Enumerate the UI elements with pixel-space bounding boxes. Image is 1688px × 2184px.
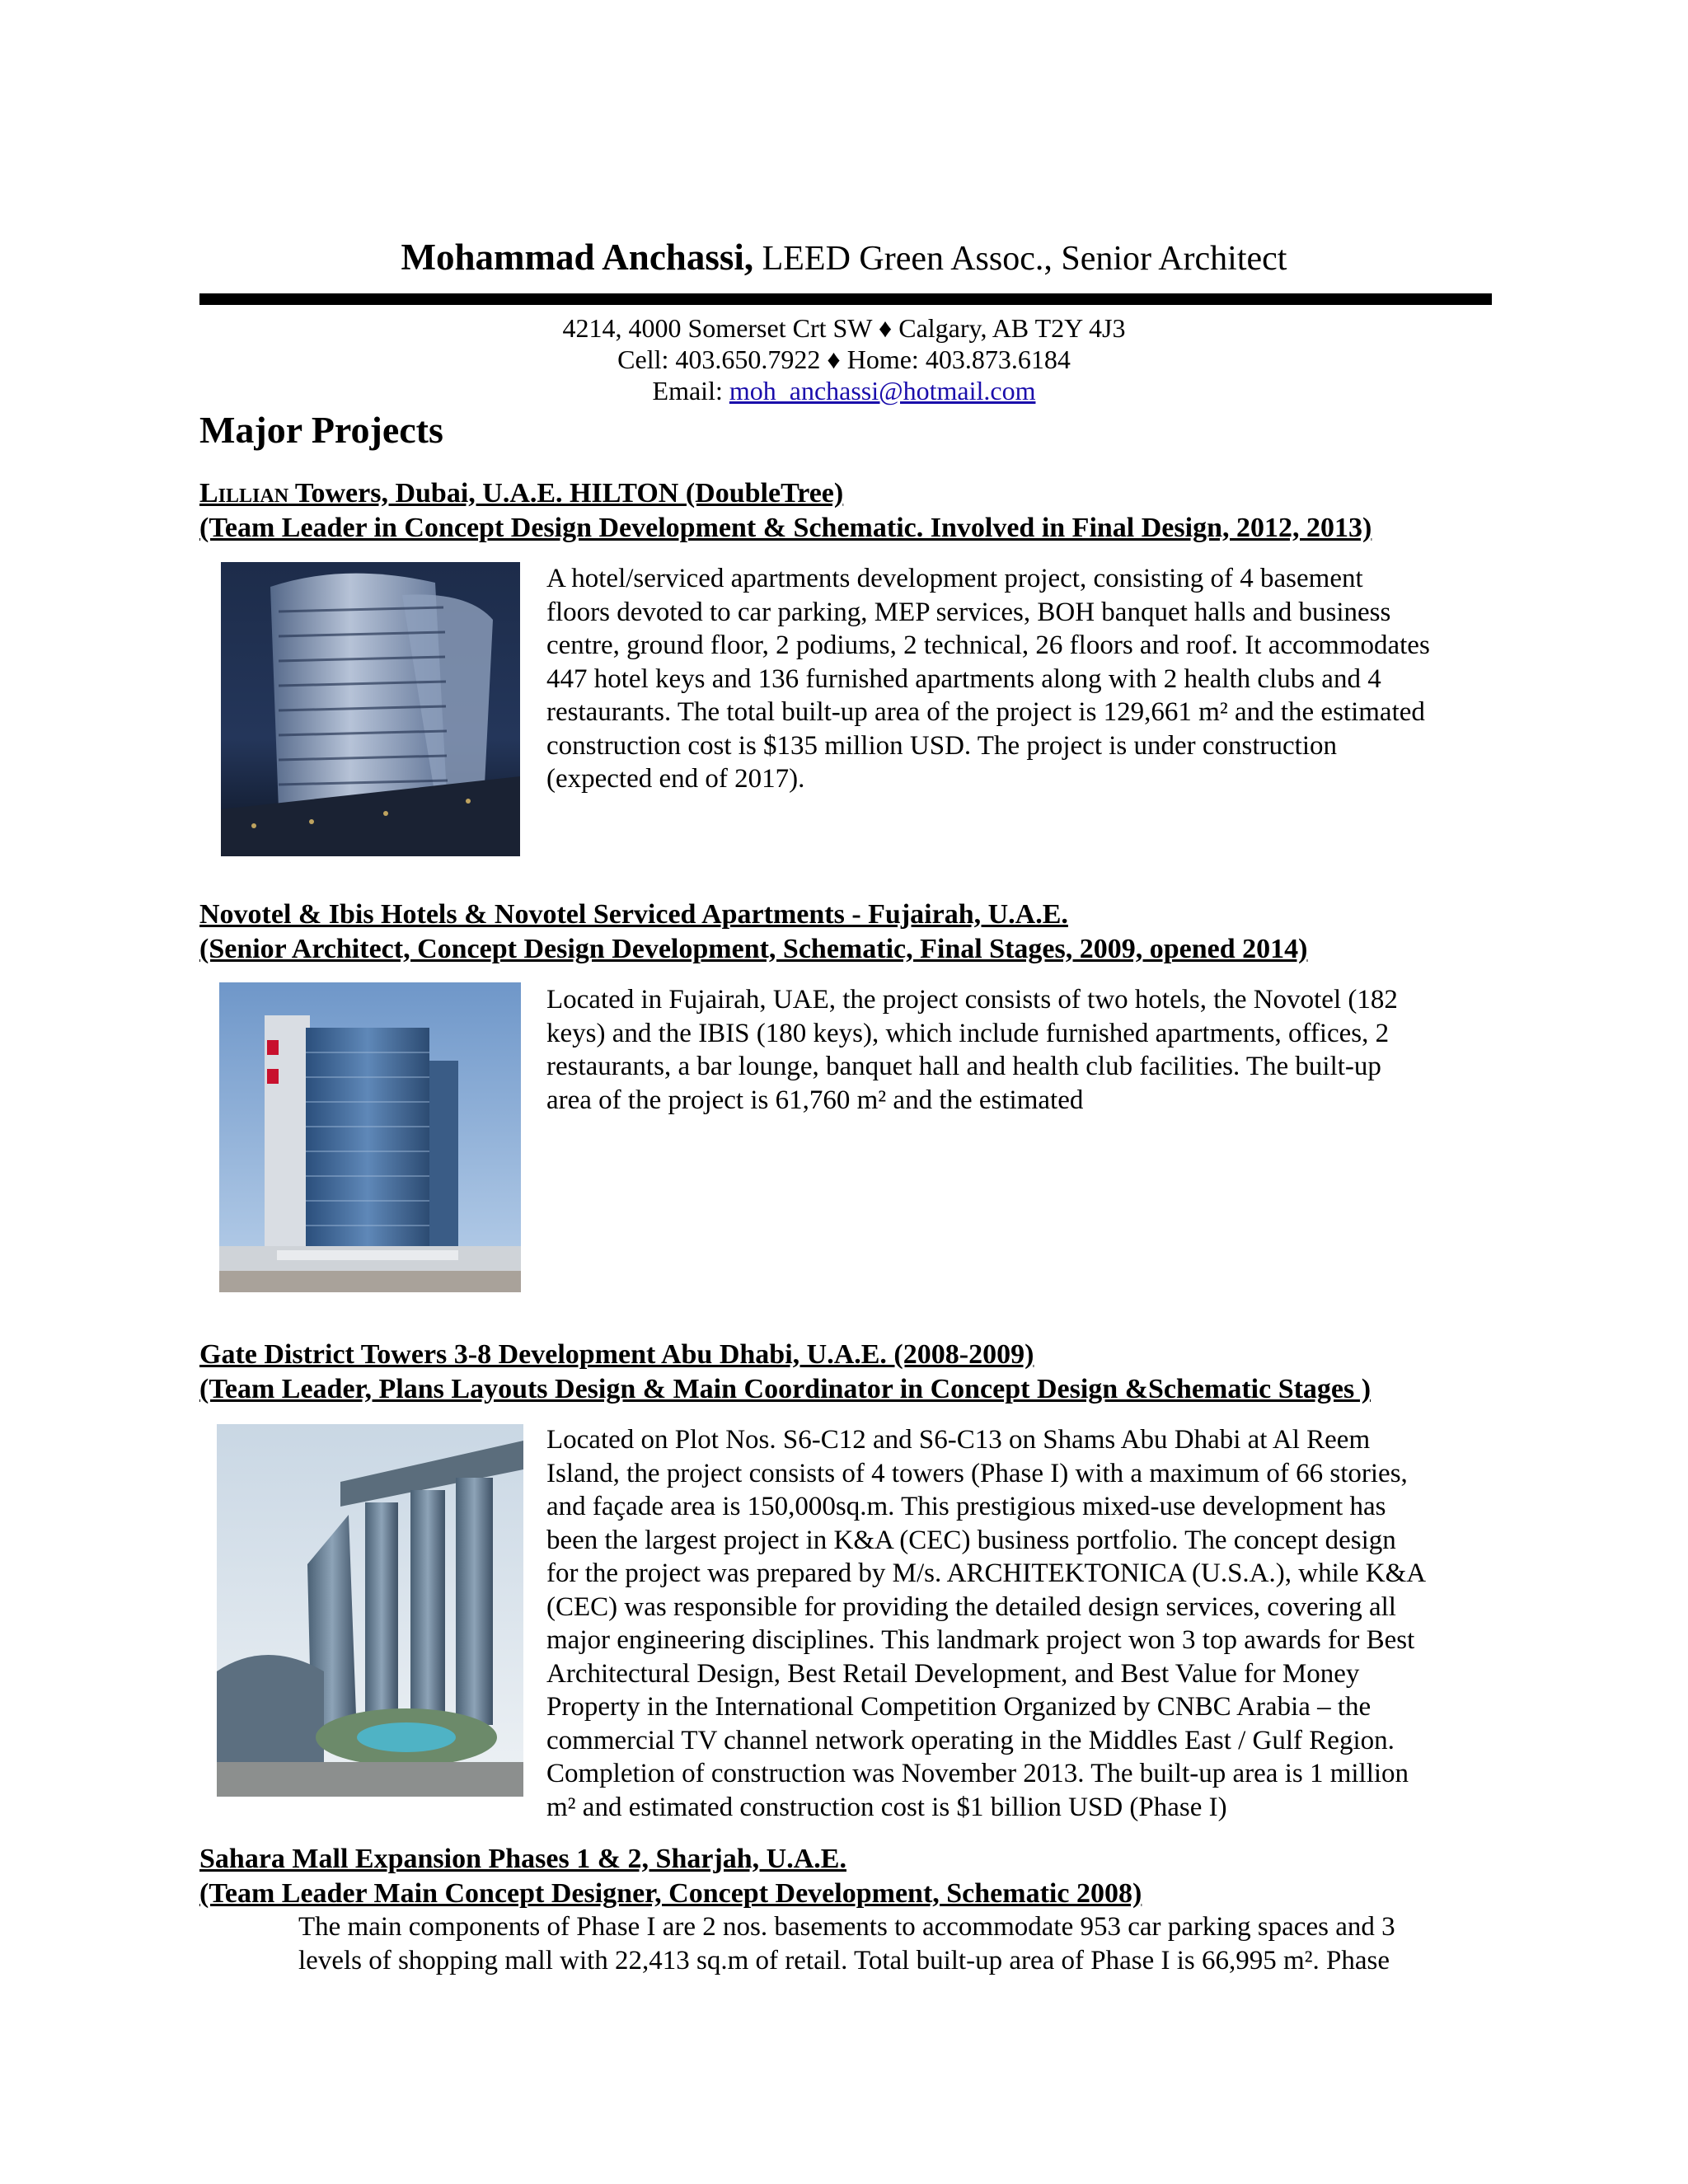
description-line: A hotel/serviced apartments development project, consisting of 4 basement: [546, 564, 1363, 593]
email-link[interactable]: moh_anchassi@hotmail.com: [729, 376, 1036, 405]
description-line: Property in the International Competition Organized by CNBC Arabia – the: [546, 1692, 1372, 1722]
description-line: and façade area is 150,000sq.m. This prestigious mixed-use development has: [546, 1492, 1386, 1521]
description-line: for the project was prepared by M/s. ARCHITEKTONICA (U.S.A.), while K&A: [546, 1558, 1427, 1588]
project-description-lillian: [546, 562, 1430, 796]
email-label: Email:: [652, 376, 723, 405]
project-role-lillian: (Team Leader in Concept Design Development & Schematic. Involved in Final Design, 2012, 2013): [199, 513, 1372, 543]
description-line: Island, the project consists of 4 towers (Phase I) with a maximum of 66 stories,: [546, 1458, 1408, 1488]
project-title-smallcaps: Lillian: [199, 478, 289, 509]
project-title-novotel: Novotel & Ibis Hotels & Novotel Serviced Apartments - Fujairah, U.A.E.: [199, 899, 1068, 930]
project-role-novotel: (Senior Architect, Concept Design Development, Schematic, Final Stages, 2009, opened 2014): [199, 934, 1308, 964]
section-title: Major Projects: [199, 409, 443, 451]
description-line: (expected end of 2017).: [546, 764, 805, 794]
header-divider: [199, 293, 1492, 305]
resume-name-line: [0, 232, 1688, 284]
project-title-rest: Towers, Dubai, U.A.E. HILTON (DoubleTree): [288, 478, 844, 509]
description-line: Located on Plot Nos. S6-C12 and S6-C13 on Shams Abu Dhabi at Al Reem: [546, 1425, 1371, 1455]
project-title-lillian: [199, 476, 843, 511]
description-line: 447 hotel keys and 136 furnished apartments along with 2 health clubs and 4: [546, 663, 1381, 694]
project-role-sahara-mall: (Team Leader Main Concept Designer, Concept Development, Schematic 2008): [199, 1878, 1142, 1909]
description-line: area of the project is 61,760 m² and the estimated: [546, 1085, 1084, 1115]
novotel-ibis-photo: [219, 982, 521, 1292]
description-line: commercial TV channel network operating in the Middles East / Gulf Region.: [546, 1725, 1395, 1755]
gate-district-photo: [217, 1424, 523, 1797]
description-line: levels of shopping mall with 22,413 sq.m of retail. Total built-up area of Phase I is 66,995 m². Phase: [298, 1945, 1390, 1975]
description-line: centre, ground floor, 2 podiums, 2 technical, 26 floors and roof. It accommodates: [546, 630, 1430, 660]
phone-line: Cell: 403.650.7922 ♦ Home: 403.873.6184: [617, 344, 1071, 374]
project-title-sahara-mall: Sahara Mall Expansion Phases 1 & 2, Sharjah, U.A.E.: [199, 1844, 846, 1874]
description-line: The main components of Phase I are 2 nos. basements to accommodate 953 car parking spaces and 3: [298, 1912, 1395, 1942]
description-line: keys) and the IBIS (180 keys), which include furnished apartments, offices, 2: [546, 1018, 1390, 1048]
description-line: Completion of construction was November 2013. The built-up area is 1 million: [546, 1759, 1409, 1788]
description-line: floors devoted to car parking, MEP services, BOH banquet halls and business: [546, 597, 1391, 627]
person-credentials: LEED Green Assoc., Senior Architect: [762, 240, 1287, 278]
project-description-sahara-mall: [298, 1910, 1395, 1977]
description-line: been the largest project in K&A (CEC) business portfolio. The concept design: [546, 1525, 1396, 1555]
lillian-towers-photo: [221, 562, 520, 856]
description-line: m² and estimated construction cost is $1 billion USD (Phase I): [546, 1792, 1227, 1822]
project-title-gate-district: Gate District Towers 3-8 Development Abu Dhabi, U.A.E. (2008-2009): [199, 1339, 1034, 1370]
description-line: restaurants, a bar lounge, banquet hall and health club facilities. The built-up: [546, 1052, 1381, 1081]
description-line: restaurants. The total built-up area of the project is 129,661 m² and the estimated: [546, 697, 1425, 727]
email-line: [0, 375, 1688, 406]
project-description-novotel: [546, 983, 1398, 1117]
project-description-gate-district: [546, 1423, 1426, 1824]
description-line: Located in Fujairah, UAE, the project consists of two hotels, the Novotel (182: [546, 985, 1398, 1015]
description-line: construction cost is $135 million USD. The project is under construction: [546, 730, 1338, 761]
project-role-gate-district: (Team Leader, Plans Layouts Design & Main Coordinator in Concept Design &Schematic Stages ): [199, 1374, 1372, 1404]
person-name: Mohammad Anchassi,: [401, 237, 754, 278]
address-line: 4214, 4000 Somerset Crt SW ♦ Calgary, AB T2Y 4J3: [562, 313, 1126, 343]
description-line: Architectural Design, Best Retail Development, and Best Value for Money: [546, 1658, 1360, 1689]
description-line: major engineering disciplines. This landmark project won 3 top awards for Best: [546, 1625, 1415, 1655]
description-line: (CEC) was responsible for providing the detailed design services, covering all: [546, 1591, 1396, 1622]
